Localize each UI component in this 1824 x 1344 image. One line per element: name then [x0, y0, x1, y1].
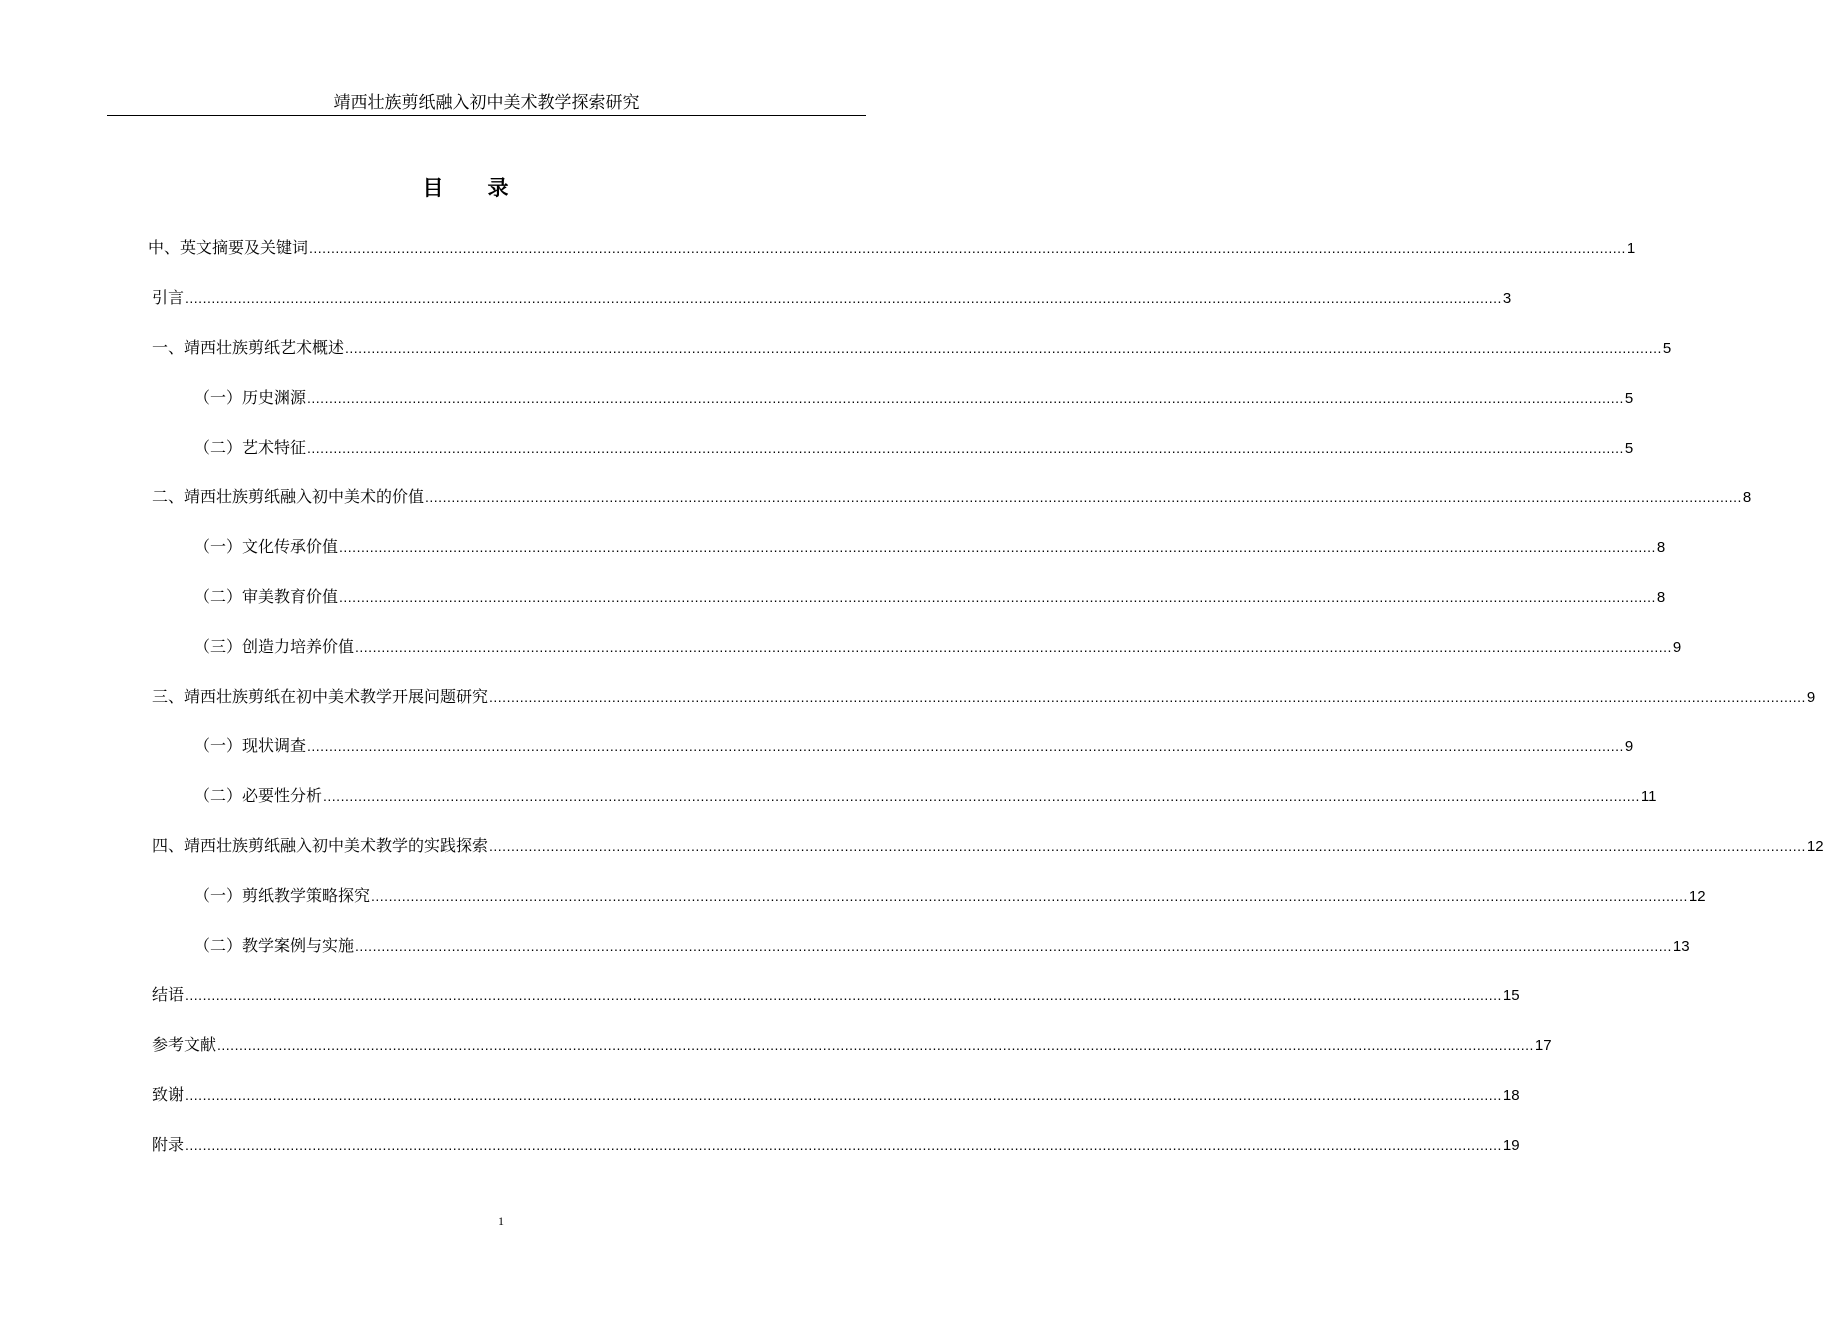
toc-entry-page: 9 [1806, 689, 1816, 706]
toc-entry-label: 中、英文摘要及关键词 [148, 238, 309, 257]
toc-entry-page: 8 [1742, 489, 1752, 506]
toc-entry-label: 引言 [152, 288, 185, 307]
toc-entry-page: 13 [1672, 938, 1690, 955]
toc-entry[interactable] [194, 386, 1634, 410]
dot-leader: ............................................................................................................................................................................................................................................................................................................ [185, 987, 1502, 1003]
toc-entry-label: 三、靖西壮族剪纸在初中美术教学开展问题研究 [152, 687, 489, 706]
toc-entry[interactable] [152, 834, 1824, 858]
toc-entry-page: 5 [1662, 340, 1672, 357]
toc-entry-label: （一）文化传承价值 [194, 537, 339, 556]
dot-leader: ............................................................................................................................................................................................................................................................................................................ [489, 838, 1806, 854]
toc-entry-page: 18 [1502, 1087, 1520, 1104]
dot-leader: ............................................................................................................................................................................................................................................................................................................ [323, 788, 1640, 804]
toc-title: 目录 [422, 175, 553, 200]
toc-entry-label: 一、靖西壮族剪纸艺术概述 [152, 338, 345, 357]
toc-entry-page: 19 [1502, 1137, 1520, 1154]
toc-entry[interactable] [194, 635, 1682, 659]
toc-entry-label: （二）审美教育价值 [194, 587, 339, 606]
toc-entry-label: 致谢 [152, 1085, 185, 1104]
toc-entry[interactable] [152, 485, 1752, 509]
toc-entry-page: 5 [1624, 390, 1634, 407]
toc-entry-page: 3 [1502, 290, 1512, 307]
toc-entry-label: （三）创造力培养价值 [194, 637, 355, 656]
dot-leader: ............................................................................................................................................................................................................................................................................................................ [339, 589, 1656, 605]
toc-entry[interactable] [194, 535, 1666, 559]
running-header: 靖西壮族剪纸融入初中美术教学探索研究 [333, 93, 640, 113]
dot-leader: ............................................................................................................................................................................................................................................................................................................ [185, 1087, 1502, 1103]
dot-leader: ............................................................................................................................................................................................................................................................................................................ [307, 738, 1624, 754]
toc-entry-page: 5 [1624, 440, 1634, 457]
toc-entry[interactable] [194, 784, 1657, 808]
toc-entry-label: （一）现状调查 [194, 736, 307, 755]
toc-entry[interactable] [152, 1083, 1520, 1107]
toc-entry[interactable] [194, 585, 1666, 609]
toc-entry-page: 1 [1626, 240, 1636, 257]
toc-entry[interactable] [194, 884, 1706, 908]
dot-leader: ............................................................................................................................................................................................................................................................................................................ [345, 340, 1662, 356]
toc-entry-label: 参考文献 [152, 1035, 217, 1054]
dot-leader: ............................................................................................................................................................................................................................................................................................................ [355, 639, 1672, 655]
toc-entry-label: 二、靖西壮族剪纸融入初中美术的价值 [152, 487, 425, 506]
toc-entry-page: 9 [1624, 738, 1634, 755]
toc-entry-page: 8 [1656, 539, 1666, 556]
toc-entry-label: 附录 [152, 1135, 185, 1154]
toc-entry[interactable] [152, 1033, 1552, 1057]
toc-entry-page: 11 [1640, 788, 1657, 805]
dot-leader: ............................................................................................................................................................................................................................................................................................................ [185, 1137, 1502, 1153]
dot-leader: ............................................................................................................................................................................................................................................................................................................ [309, 240, 1626, 256]
toc-entry-label: （二）必要性分析 [194, 786, 323, 805]
dot-leader: ............................................................................................................................................................................................................................................................................................................ [339, 539, 1656, 555]
toc-entry-label: （一）历史渊源 [194, 388, 307, 407]
toc-entry-label: （一）剪纸教学策略探究 [194, 886, 371, 905]
toc-entry-label: 结语 [152, 985, 185, 1004]
toc-entry-label: （二）教学案例与实施 [194, 936, 355, 955]
toc-entry-label: （二）艺术特征 [194, 438, 307, 457]
toc-entry[interactable] [152, 286, 1512, 310]
dot-leader: ............................................................................................................................................................................................................................................................................................................ [307, 390, 1624, 406]
toc-entry-page: 15 [1502, 987, 1520, 1004]
toc-entry[interactable] [152, 336, 1672, 360]
dot-leader: ............................................................................................................................................................................................................................................................................................................ [307, 440, 1624, 456]
toc-entry[interactable] [194, 436, 1634, 460]
toc-entry[interactable] [152, 983, 1520, 1007]
page-number: 1 [498, 1214, 504, 1228]
toc-entry[interactable] [194, 934, 1690, 958]
dot-leader: ............................................................................................................................................................................................................................................................................................................ [217, 1037, 1534, 1053]
dot-leader: ............................................................................................................................................................................................................................................................................................................ [185, 290, 1502, 306]
toc-entry[interactable] [152, 685, 1816, 709]
dot-leader: ............................................................................................................................................................................................................................................................................................................ [425, 489, 1742, 505]
toc-entry-label: 四、靖西壮族剪纸融入初中美术教学的实践探索 [152, 836, 489, 855]
toc-entry-page: 9 [1672, 639, 1682, 656]
toc-entry[interactable] [194, 734, 1634, 758]
dot-leader: ............................................................................................................................................................................................................................................................................................................ [355, 938, 1672, 954]
toc-entry[interactable] [152, 1133, 1520, 1157]
toc-entry-page: 17 [1534, 1037, 1552, 1054]
toc-entry-page: 8 [1656, 589, 1666, 606]
toc-entry-page: 12 [1806, 838, 1824, 855]
dot-leader: ............................................................................................................................................................................................................................................................................................................ [489, 689, 1806, 705]
toc-entry-page: 12 [1688, 888, 1706, 905]
dot-leader: ............................................................................................................................................................................................................................................................................................................ [371, 888, 1688, 904]
toc-entry[interactable] [148, 236, 1636, 260]
